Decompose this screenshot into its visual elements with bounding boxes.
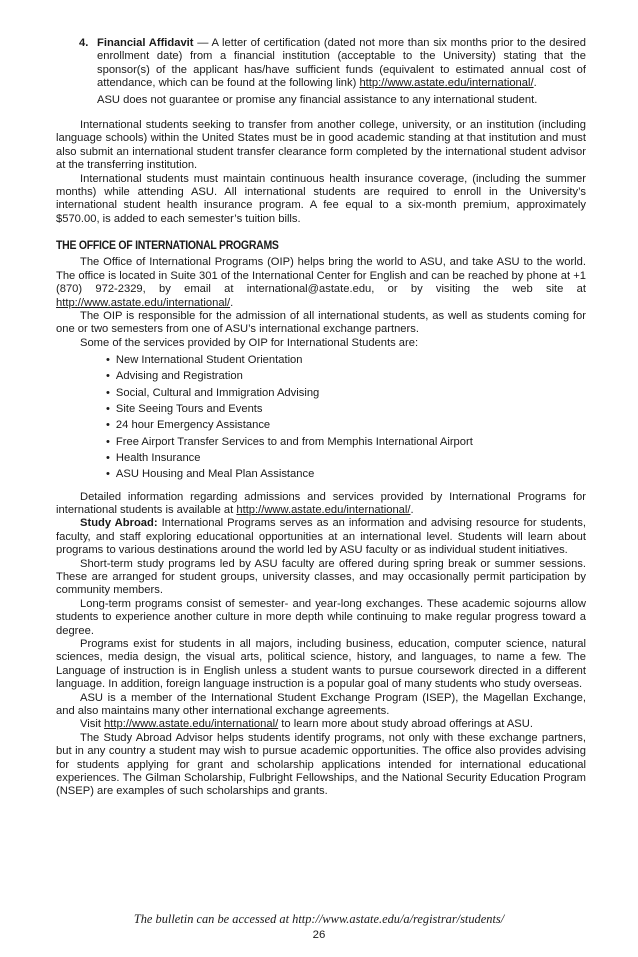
punctuation: . [533, 77, 537, 90]
punctuation: . [230, 296, 234, 309]
study-abroad-paragraph [56, 517, 586, 557]
section-heading-oip: THE OFFICE OF INTERNATIONAL PROGRAMS [56, 238, 279, 253]
oip-services-intro: Some of the services provided by OIP for International Students are: [80, 336, 419, 349]
list-item: • New International Student Orientation [106, 352, 586, 368]
requirement-text [97, 37, 586, 91]
short-term-paragraph: Short-term study programs led by ASU faculty are offered during spring break or summer sessions. These are arranged for student groups, university classes, and may occasionally permit participation by community members. [56, 557, 586, 597]
list-item: • Site Seeing Tours and Events [106, 401, 586, 417]
transfer-paragraph: International students seeking to transfer from another college, university, or an institution (including language schools) within the United States must be in good academic standing at that institution and must also submit an international student transfer clearance form completed by the international student advisor at the transferring institution. [56, 119, 586, 172]
study-abroad-link[interactable]: http://www.astate.edu/international/ [104, 718, 279, 731]
visit-text-after: to learn more about study abroad offerings at ASU. [278, 718, 533, 731]
list-item: • Advising and Registration [106, 368, 586, 384]
advisor-paragraph: The Study Abroad Advisor helps students identify programs, not only with these exchange partners, but in any country a student may wish to pursue academic opportunities. The office also provides advising for students applying for grant and scholarship applications intended for international educational experiences. The Gilman Scholarship, Fulbright Fellowships, and the National Security Education Program (NSEP) are examples of such scholarships and grants. [56, 731, 586, 798]
oip-website-link[interactable]: http://www.astate.edu/international/ [56, 296, 231, 309]
oip-intro-paragraph [56, 256, 586, 310]
bulletin-footer: The bulletin can be accessed at http://www.astate.edu/a/registrar/students/ [133, 912, 505, 926]
oip-details-paragraph [56, 491, 586, 518]
requirement-number: 4. [79, 37, 89, 49]
list-item: • ASU Housing and Meal Plan Assistance [106, 466, 586, 482]
study-abroad-text: International Programs serves as an information and advising resource for students, faculty, and staff exploring educational opportunities at an international level. Students will learn about programs to various destinations around the world led by ASU faculty or as individual student initiatives. [56, 517, 586, 557]
study-abroad-label: Study Abroad: [80, 517, 158, 530]
financial-note: ASU does not guarantee or promise any financial assistance to any international student. [97, 93, 538, 106]
list-item: • Free Airport Transfer Services to and from Memphis International Airport [106, 434, 586, 450]
oip-details-link[interactable]: http://www.astate.edu/international/ [236, 503, 411, 516]
list-item: • 24 hour Emergency Assistance [106, 417, 586, 433]
services-list [56, 352, 586, 482]
long-term-paragraph: Long-term programs consist of semester- and year-long exchanges. These academic sojourns allow students to experience another culture in more depth while continuing to make regular progress toward a degree. [56, 597, 586, 637]
requirement-description: — A letter of certification (dated not more than six months prior to the desired enrollment date) from a financial institution (acceptable to the University) stating that the sponsor(s) of the applicant has/have sufficient funds (equivalent to estimated annual cost of attendance, which can be found at the following link) [97, 37, 586, 90]
page-content [56, 37, 586, 799]
oip-responsibility-paragraph: The OIP is responsible for the admission of all international students, as well as students coming for one or two semesters from one of ASU’s international exchange partners. [56, 309, 586, 336]
programs-paragraph: Programs exist for students in all majors, including business, education, computer science, natural sciences, media design, the visual arts, political science, history, and languages, to name a few. The Language of instruction is in English unless a student wants to pursue coursework directed in a different language. In addition, foreign language instruction is a popular goal of many students who study overseas. [56, 637, 586, 691]
requirement-title: Financial Affidavit [97, 37, 194, 49]
oip-details-text: Detailed information regarding admissions and services provided by International Programs for international students is available at [56, 490, 586, 516]
oip-intro-text: The Office of International Programs (OIP) helps bring the world to ASU, and take ASU to the world. The office is located in Suite 301 of the International Center for English and can be reached by phone at +1 (870) 972-2329, by email at international@astate.edu, or by visiting the web site at [56, 256, 586, 296]
requirement-item-financial-affidavit [79, 37, 586, 91]
visit-text: Visit [80, 718, 105, 731]
list-item: • Social, Cultural and Immigration Advising [106, 385, 586, 401]
visit-paragraph [56, 718, 586, 731]
punctuation: . [410, 503, 414, 516]
list-item: • Health Insurance [106, 450, 586, 466]
page-number: 26 [312, 929, 326, 941]
health-insurance-paragraph: International students must maintain continuous health insurance coverage, (including the summer months) while attending ASU. All international students are required to enroll in the University’s international student health insurance program. A fee equal to a six-month premium, approximately $570.00, is added to each semester’s tuition bills. [56, 172, 586, 225]
international-link[interactable]: http://www.astate.edu/international/ [359, 77, 534, 90]
isep-paragraph: ASU is a member of the International Student Exchange Program (ISEP), the Magellan Exchange, and also maintains many other international exchange agreements. [56, 691, 586, 717]
